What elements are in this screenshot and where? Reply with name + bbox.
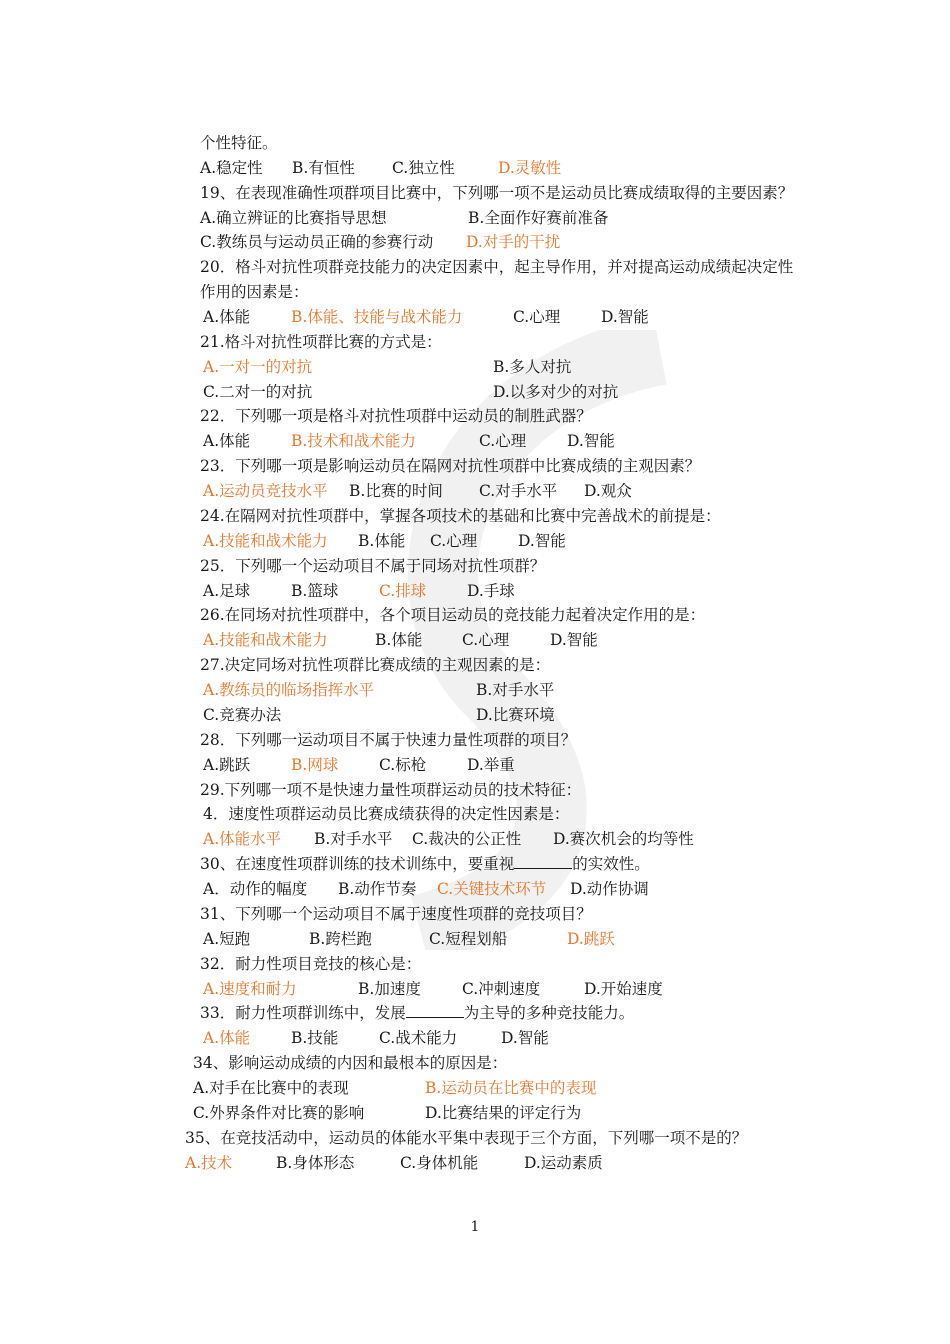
question-text: 34、影响运动成绩的内因和最根本的原因是： — [193, 1054, 508, 1072]
answer-option: A.体能 — [203, 308, 251, 326]
answer-option: B.对手水平 — [476, 681, 555, 699]
correct-answer-option: D.跳跃 — [567, 930, 615, 948]
question-text: 23．下列哪一项是影响运动员在隔网对抗性项群中比赛成绩的主观因素？ — [200, 457, 701, 475]
question-text: 4．速度性项群运动员比赛成绩获得的决定性因素是： — [203, 805, 570, 823]
page-number: 1 — [470, 1219, 480, 1235]
question-text: 29.下列哪一项不是快速力量性项群运动员的技术特征： — [200, 781, 582, 799]
correct-answer-option: A.速度和耐力 — [203, 980, 297, 998]
answer-option: A.确立辨证的比赛指导思想 — [200, 209, 387, 227]
answer-option: C.心理 — [513, 308, 561, 326]
answer-option: D.智能 — [567, 432, 615, 450]
question-text — [200, 1003, 634, 1023]
answer-option: C.二对一的对抗 — [203, 383, 313, 401]
answer-option: A.跳跃 — [203, 756, 251, 774]
answer-option: A．动作的幅度 — [203, 880, 308, 898]
correct-answer-option: B.网球 — [291, 756, 339, 774]
answer-option: B.身体形态 — [276, 1154, 355, 1172]
correct-answer-option: B.体能、技能与战术能力 — [291, 308, 463, 326]
answer-option: C.竞赛办法 — [203, 706, 282, 724]
answer-option: B.篮球 — [291, 582, 339, 600]
answer-option: B.有恒性 — [292, 159, 355, 177]
answer-option: A.短跑 — [203, 930, 251, 948]
answer-option: C.身体机能 — [400, 1154, 479, 1172]
question-text: 24.在隔网对抗性项群中，掌握各项技术的基础和比赛中完善战术的前提是： — [200, 507, 721, 525]
answer-option: D.智能 — [518, 532, 566, 550]
answer-option: B.技能 — [291, 1029, 339, 1047]
correct-answer-option: A.体能 — [203, 1029, 251, 1047]
correct-answer-option: B.技术和战术能力 — [291, 432, 416, 450]
correct-answer-option: A.运动员竞技水平 — [203, 482, 328, 500]
question-text: 25．下列哪一个运动项目不属于同场对抗性项群？ — [200, 557, 546, 575]
answer-option: B.跨栏跑 — [309, 930, 372, 948]
answer-option: C.心理 — [462, 631, 510, 649]
answer-option: B.全面作好赛前准备 — [468, 209, 609, 227]
correct-answer-option: A.技术 — [185, 1154, 233, 1172]
question-text: 22．下列哪一项是格斗对抗性项群中运动员的制胜武器？ — [200, 407, 592, 425]
answer-option: C.教练员与运动员正确的参赛行动 — [200, 233, 434, 251]
answer-option: B.体能 — [358, 532, 406, 550]
correct-answer-option: B.运动员在比赛中的表现 — [425, 1079, 597, 1097]
correct-answer-option: A.技能和战术能力 — [203, 631, 328, 649]
correct-answer-option: A.教练员的临场指挥水平 — [203, 681, 375, 699]
answer-option: D.观众 — [584, 482, 632, 500]
answer-option: B.对手水平 — [314, 830, 393, 848]
answer-option: C.独立性 — [392, 159, 455, 177]
question-text: 作用的因素是： — [200, 283, 309, 301]
answer-option: D.手球 — [467, 582, 515, 600]
answer-option: B.动作节奏 — [338, 880, 417, 898]
question-text: 31、下列哪一个运动项目不属于速度性项群的竞技项目？ — [200, 905, 592, 923]
fill-blank — [406, 1003, 464, 1018]
correct-answer-option: A.体能水平 — [203, 830, 282, 848]
answer-option: C.心理 — [430, 532, 478, 550]
correct-answer-option: A.技能和战术能力 — [203, 532, 328, 550]
answer-option: D.动作协调 — [570, 880, 649, 898]
answer-option: B.多人对抗 — [493, 358, 572, 376]
answer-option: D.运动素质 — [524, 1154, 603, 1172]
answer-option: C.裁决的公正性 — [412, 830, 522, 848]
answer-option: D.智能 — [601, 308, 649, 326]
fill-blank — [514, 854, 572, 869]
answer-option: D.比赛环境 — [476, 706, 555, 724]
answer-option: C.对手水平 — [479, 482, 558, 500]
answer-option: C.心理 — [479, 432, 527, 450]
answer-option: D.以多对少的对抗 — [493, 383, 619, 401]
question-text-before-blank: 33．耐力性项群训练中，发展 — [200, 1004, 406, 1022]
answer-option: C.冲刺速度 — [462, 980, 541, 998]
answer-option: C.标枪 — [379, 756, 427, 774]
answer-option: D.举重 — [467, 756, 515, 774]
question-text: 21.格斗对抗性项群比赛的方式是： — [200, 333, 442, 351]
answer-option: A.稳定性 — [200, 159, 263, 177]
question-text: 27.决定同场对抗性项群比赛成绩的主观因素的是： — [200, 656, 551, 674]
question-text: 26.在同场对抗性项群中，各个项目运动员的竞技能力起着决定作用的是： — [200, 606, 706, 624]
correct-answer-option: D.对手的干扰 — [466, 233, 561, 251]
answer-option: A.体能 — [203, 432, 251, 450]
question-text: 35、在竞技活动中，运动员的体能水平集中表现于三个方面，下列哪一项不是的？ — [185, 1129, 748, 1147]
answer-option: B.比赛的时间 — [349, 482, 443, 500]
question-text: 28．下列哪一运动项目不属于快速力量性项群的项目？ — [200, 731, 577, 749]
correct-answer-option: D.灵敏性 — [498, 159, 562, 177]
question-text — [200, 854, 650, 874]
answer-option: C.战术能力 — [379, 1029, 458, 1047]
correct-answer-option: C.关键技术环节 — [437, 880, 547, 898]
question-text: 20．格斗对抗性项群竞技能力的决定因素中，起主导作用，并对提高运动成绩起决定性 — [200, 258, 794, 276]
question-text-after-blank: 为主导的多种竞技能力。 — [463, 1004, 635, 1022]
answer-option: A.对手在比赛中的表现 — [193, 1079, 349, 1097]
answer-option: B.体能 — [375, 631, 423, 649]
answer-option: C.外界条件对比赛的影响 — [193, 1104, 365, 1122]
question-text-before-blank: 30、在速度性项群训练的技术训练中，要重视 — [200, 855, 515, 873]
question-text: 个性特征。 — [200, 134, 278, 152]
answer-option: D.智能 — [550, 631, 598, 649]
question-text: 19、在表现准确性项群项目比赛中，下列哪一项不是运动员比赛成绩取得的主要因素？ — [200, 184, 794, 202]
answer-option: A.足球 — [203, 582, 251, 600]
correct-answer-option: A.一对一的对抗 — [203, 358, 313, 376]
correct-answer-option: C.排球 — [379, 582, 427, 600]
answer-option: C.短程划船 — [429, 930, 508, 948]
answer-option: D.比赛结果的评定行为 — [425, 1104, 582, 1122]
question-text: 32．耐力性项目竞技的核心是： — [200, 955, 422, 973]
answer-option: D.智能 — [501, 1029, 549, 1047]
answer-option: B.加速度 — [358, 980, 421, 998]
answer-option: D.开始速度 — [584, 980, 663, 998]
question-text-after-blank: 的实效性。 — [572, 855, 650, 873]
answer-option: D.赛次机会的均等性 — [553, 830, 694, 848]
